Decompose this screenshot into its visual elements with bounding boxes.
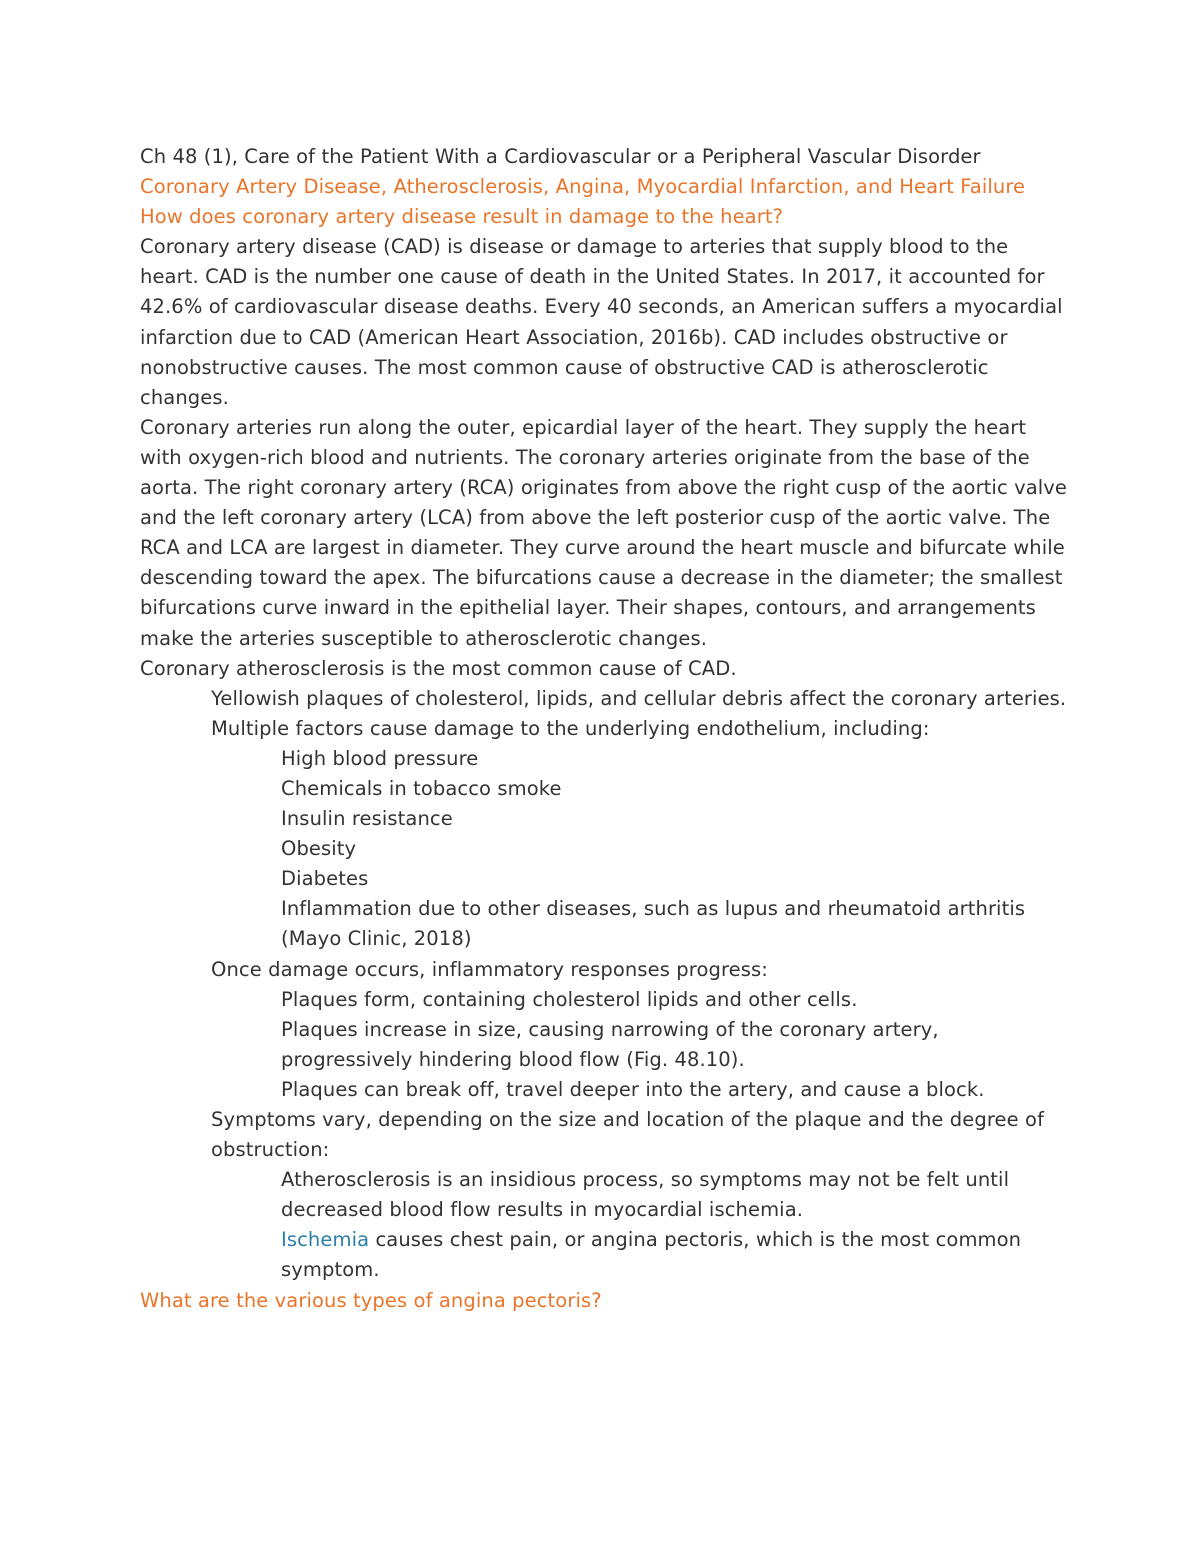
section-heading: Coronary Artery Disease, Atherosclerosis, Angina, Myocardial Infarction, and Heart Failure xyxy=(140,175,1026,199)
outline-item-symptoms: Symptoms vary, depending on the size and location of the plaque and the degree of obstruction: xyxy=(211,1108,1045,1162)
factor-item: Diabetes xyxy=(281,867,369,891)
document-body xyxy=(140,142,1070,1316)
outline-item-factors: Multiple factors cause damage to the underlying endothelium, including: xyxy=(211,716,930,740)
paragraph-coronary-arteries: Coronary arteries run along the outer, epicardial layer of the heart. They supply the heart with oxygen-rich blood and nutrients. The coronary arteries originate from the base of the aorta. The right coronary artery (RCA) originates from above the right cusp of the aortic valve and the left coronary artery (LCA) from above the left posterior cusp of the aortic valve. The RCA and LCA are largest in diameter. They curve around the heart muscle and bifurcate while descending toward the apex. The bifurcations cause a decrease in the diameter; the smallest bifurcations curve inward in the epithelial layer. Their shapes, contours, and arrangements make the arteries susceptible to atherosclerotic changes. xyxy=(140,415,1068,650)
symptom-item: Atherosclerosis is an insidious process, so symptoms may not be felt until decreased blood flow results in myocardial ischemia. xyxy=(281,1168,1010,1222)
ischemia-link[interactable]: Ischemia xyxy=(281,1228,370,1252)
question-heading-angina: What are the various types of angina pectoris? xyxy=(140,1288,602,1312)
damage-item: Plaques increase in size, causing narrowing of the coronary artery, progressively hindering blood flow (Fig. 48.10). xyxy=(281,1017,939,1071)
factor-item: Chemicals in tobacco smoke xyxy=(281,776,562,800)
symptom-item-ischemia xyxy=(140,1225,1070,1285)
factor-item: High blood pressure xyxy=(281,746,479,770)
factor-item: Obesity xyxy=(281,837,357,861)
damage-item: Plaques form, containing cholesterol lipids and other cells. xyxy=(281,987,858,1011)
question-heading-cad: How does coronary artery disease result in damage to the heart? xyxy=(140,205,784,229)
paragraph-atherosclerosis: Coronary atherosclerosis is the most common cause of CAD. xyxy=(140,656,737,680)
symptom-item-text: causes chest pain, or angina pectoris, which is the most common symptom. xyxy=(281,1228,1022,1282)
outline-item-damage: Once damage occurs, inflammatory responses progress: xyxy=(211,957,768,981)
outline-item-plaques: Yellowish plaques of cholesterol, lipids, and cellular debris affect the coronary arteries. xyxy=(211,686,1067,710)
paragraph-cad-definition: Coronary artery disease (CAD) is disease or damage to arteries that supply blood to the heart. CAD is the number one cause of death in the United States. In 2017, it accounted for 42.6% of cardiovascular disease deaths. Every 40 seconds, an American suffers a myocardial infarction due to CAD (American Heart Association, 2016b). CAD includes obstructive or nonobstructive causes. The most common cause of obstructive CAD is atherosclerotic changes. xyxy=(140,235,1063,409)
chapter-title: Ch 48 (1), Care of the Patient With a Cardiovascular or a Peripheral Vascular Disorder xyxy=(140,145,981,168)
factor-item: Inflammation due to other diseases, such as lupus and rheumatoid arthritis (Mayo Clinic, 2018) xyxy=(281,897,1026,951)
damage-item: Plaques can break off, travel deeper into the artery, and cause a block. xyxy=(281,1077,985,1101)
factor-item: Insulin resistance xyxy=(281,807,453,831)
